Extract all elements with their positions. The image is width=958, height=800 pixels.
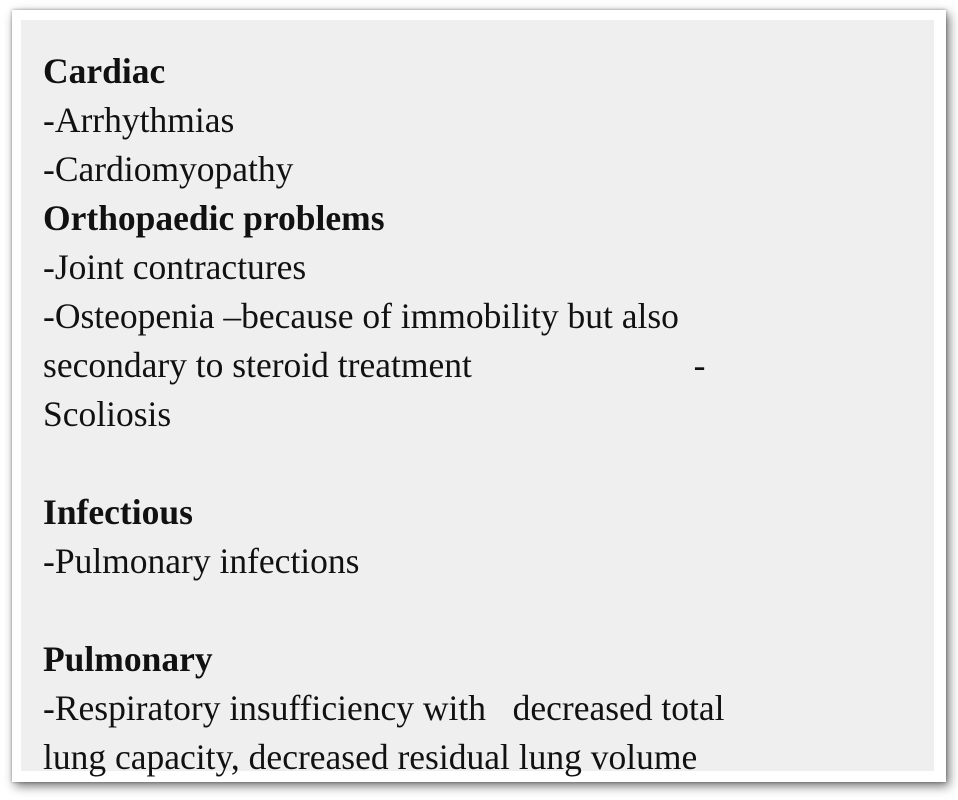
text-box [21, 20, 934, 777]
list-item: lung capacity, decreased residual lung volume [43, 737, 698, 777]
slide-frame [12, 10, 946, 782]
list-item: -Arrhythmias [43, 100, 235, 140]
heading-pulmonary: Pulmonary [43, 639, 213, 679]
list-item: -Respiratory insufficiency with decreased total [43, 688, 725, 728]
list-item: -Osteopenia –because of immobility but also [43, 296, 679, 336]
list-item: secondary to steroid treatment - [43, 345, 706, 385]
list-item: Scoliosis [43, 394, 172, 434]
heading-orthopaedic: Orthopaedic problems [43, 198, 385, 238]
heading-cardiac: Cardiac [43, 51, 166, 91]
list-item: -Cardiomyopathy [43, 149, 294, 189]
list-item: -Joint contractures [43, 247, 307, 287]
heading-infectious: Infectious [43, 492, 193, 532]
spacer [43, 586, 934, 635]
list-item: -Pulmonary infections [43, 541, 360, 581]
spacer [43, 439, 934, 488]
